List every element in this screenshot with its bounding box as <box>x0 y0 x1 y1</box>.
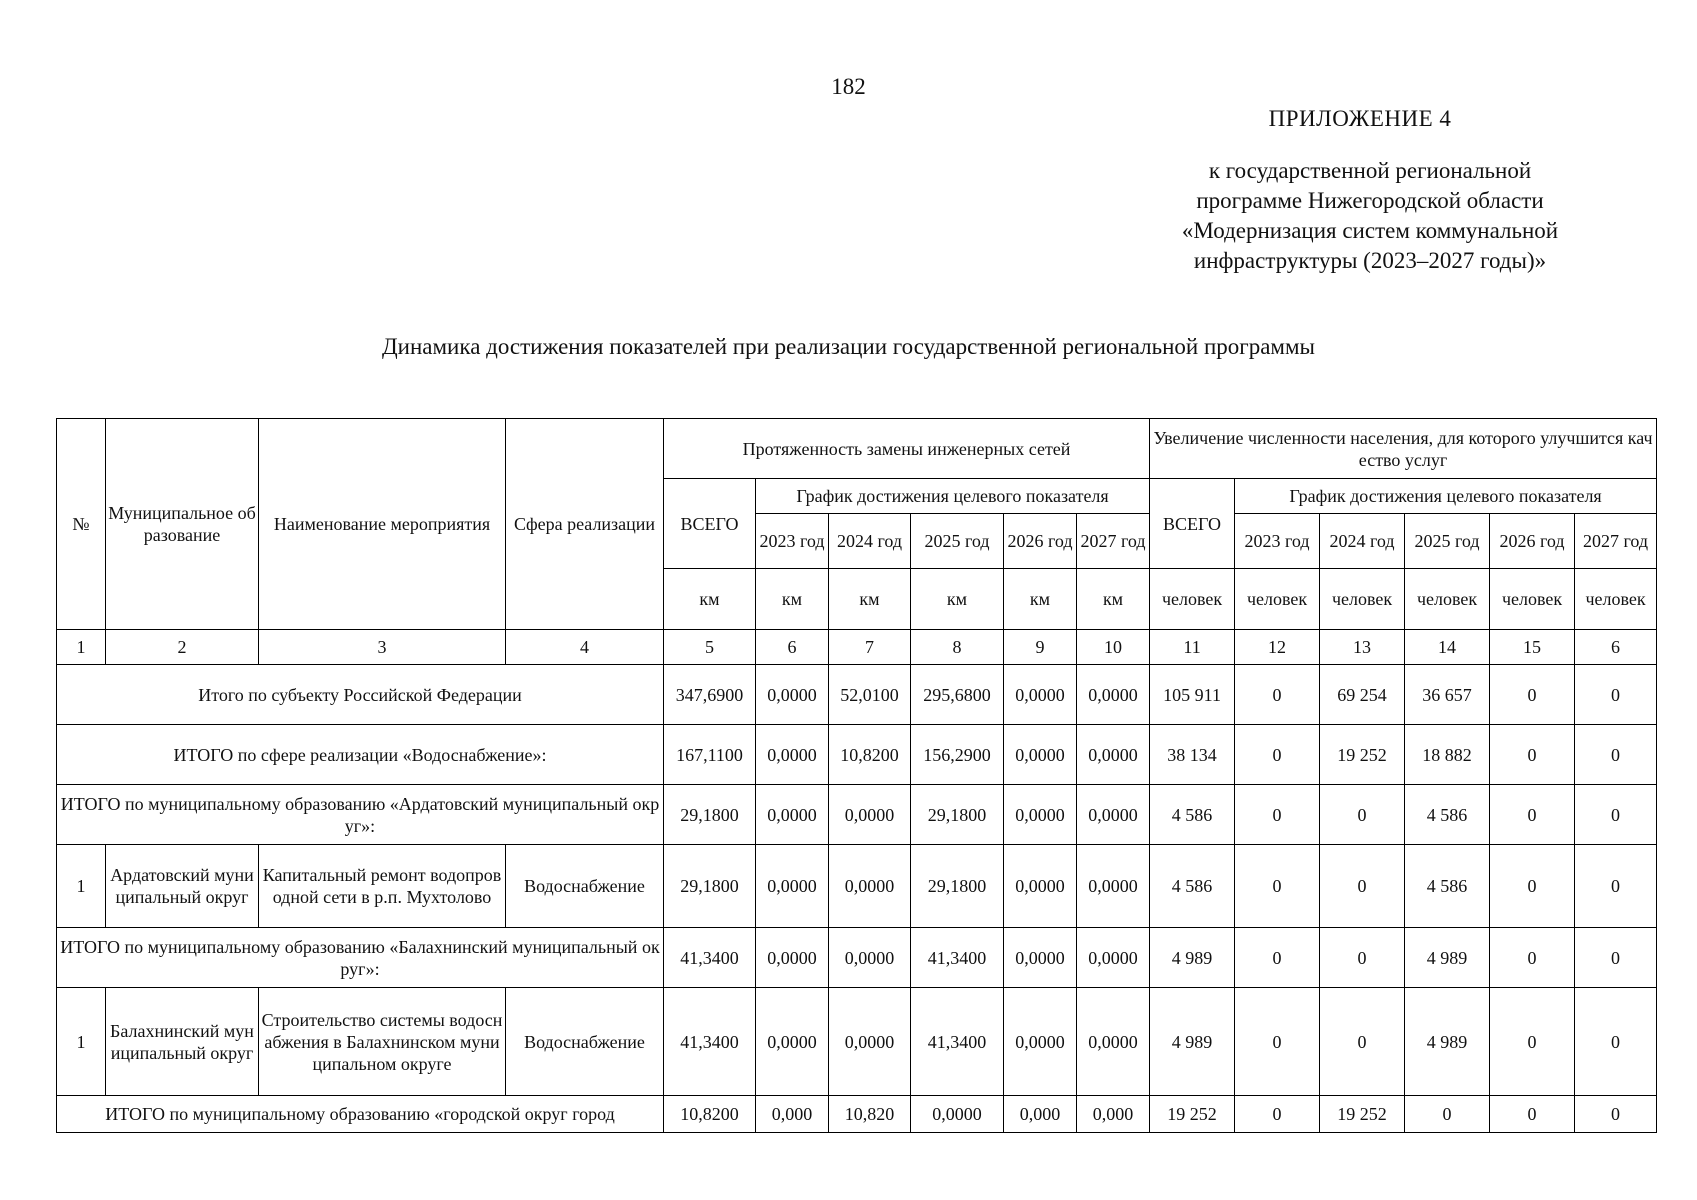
column-number: 12 <box>1235 630 1320 665</box>
row-value: 0 <box>1575 928 1657 988</box>
row-value: 0 <box>1405 1096 1490 1133</box>
row-value: 0,000 <box>1077 1096 1150 1133</box>
row-activity: Капитальный ремонт водопроводной сети в р.п. Мухтолово <box>259 845 506 928</box>
document-title: Динамика достижения показателей при реализации государственной региональной программы <box>381 334 1315 359</box>
header-num: № <box>57 419 106 630</box>
header-year-people: 2023 год <box>1235 514 1320 569</box>
header-year-km: 2024 год <box>829 514 911 569</box>
row-value: 0 <box>1490 785 1575 845</box>
row-value: 0 <box>1575 665 1657 725</box>
header-year-km: 2027 год <box>1077 514 1150 569</box>
row-value: 0,0000 <box>829 988 911 1096</box>
row-value: 4 586 <box>1405 845 1490 928</box>
row-value: 0,0000 <box>1077 725 1150 785</box>
row-value: 0 <box>1490 665 1575 725</box>
total-row <box>57 785 1657 845</box>
row-value: 0 <box>1490 928 1575 988</box>
row-value: 0,0000 <box>756 845 829 928</box>
table-row <box>57 988 1657 1096</box>
row-value: 0,0000 <box>1077 785 1150 845</box>
total-row <box>57 725 1657 785</box>
row-value: 4 586 <box>1150 785 1235 845</box>
row-value: 0 <box>1235 785 1320 845</box>
row-value: 0,0000 <box>829 785 911 845</box>
row-value: 19 252 <box>1320 1096 1405 1133</box>
row-value: 4 989 <box>1405 928 1490 988</box>
column-number: 10 <box>1077 630 1150 665</box>
row-value: 29,1800 <box>911 845 1004 928</box>
row-value: 19 252 <box>1150 1096 1235 1133</box>
row-value: 41,3400 <box>664 928 756 988</box>
row-value: 0 <box>1320 988 1405 1096</box>
unit-people: человек <box>1235 569 1320 630</box>
header-total-km: ВСЕГО <box>664 479 756 569</box>
row-value: 0 <box>1490 988 1575 1096</box>
row-value: 0,0000 <box>756 665 829 725</box>
row-value: 0 <box>1575 725 1657 785</box>
row-value: 0,0000 <box>756 928 829 988</box>
row-municipality: Ардатовский муниципальный округ <box>106 845 259 928</box>
row-value: 0,000 <box>1004 1096 1077 1133</box>
row-value: 52,0100 <box>829 665 911 725</box>
row-value: 0,0000 <box>829 928 911 988</box>
header-schedule-km: График достижения целевого показателя <box>756 479 1150 514</box>
row-value: 69 254 <box>1320 665 1405 725</box>
row-value: 0 <box>1320 928 1405 988</box>
row-value: 38 134 <box>1150 725 1235 785</box>
header-year-people: 2026 год <box>1490 514 1575 569</box>
row-value: 0 <box>1235 845 1320 928</box>
row-value: 0 <box>1320 785 1405 845</box>
row-value: 0 <box>1235 988 1320 1096</box>
column-numbers-row <box>57 630 1657 665</box>
row-value: 41,3400 <box>911 988 1004 1096</box>
row-sphere: Водоснабжение <box>506 845 664 928</box>
header-sphere: Сфера реализации <box>506 419 664 630</box>
row-value: 0,0000 <box>1004 725 1077 785</box>
appendix-title: ПРИЛОЖЕНИЕ 4 <box>1268 106 1452 131</box>
header-year-people: 2025 год <box>1405 514 1490 569</box>
column-number: 2 <box>106 630 259 665</box>
row-value: 29,1800 <box>664 845 756 928</box>
row-activity: Строительство системы водоснабжения в Балахнинском муниципальном округе <box>259 988 506 1096</box>
header-year-people: 2024 год <box>1320 514 1405 569</box>
unit-km: км <box>1077 569 1150 630</box>
row-value: 105 911 <box>1150 665 1235 725</box>
row-value: 0,0000 <box>1004 928 1077 988</box>
total-label: ИТОГО по муниципальному образованию «городской округ город <box>57 1096 664 1133</box>
row-value: 0 <box>1575 1096 1657 1133</box>
indicators-table <box>56 418 1657 1133</box>
row-value: 4 989 <box>1405 988 1490 1096</box>
row-value: 0 <box>1235 928 1320 988</box>
column-number: 11 <box>1150 630 1235 665</box>
page-number: 182 <box>831 74 866 99</box>
row-value: 0,0000 <box>756 725 829 785</box>
row-value: 0 <box>1490 1096 1575 1133</box>
header-schedule-people: График достижения целевого показателя <box>1235 479 1657 514</box>
row-value: 0,0000 <box>1077 928 1150 988</box>
row-value: 0,0000 <box>1004 845 1077 928</box>
row-value: 41,3400 <box>911 928 1004 988</box>
header-activity: Наименование мероприятия <box>259 419 506 630</box>
column-number: 6 <box>756 630 829 665</box>
total-label: Итого по субъекту Российской Федерации <box>57 665 664 725</box>
row-value: 10,820 <box>829 1096 911 1133</box>
total-label: ИТОГО по сфере реализации «Водоснабжение»: <box>57 725 664 785</box>
row-value: 36 657 <box>1405 665 1490 725</box>
total-row <box>57 928 1657 988</box>
unit-km: км <box>756 569 829 630</box>
row-value: 4 586 <box>1150 845 1235 928</box>
row-value: 10,8200 <box>829 725 911 785</box>
row-num: 1 <box>57 988 106 1096</box>
unit-people: человек <box>1150 569 1235 630</box>
total-label: ИТОГО по муниципальному образованию «Балахнинский муниципальный округ»: <box>57 928 664 988</box>
row-value: 19 252 <box>1320 725 1405 785</box>
row-value: 0 <box>1575 845 1657 928</box>
row-value: 0,0000 <box>756 988 829 1096</box>
total-label: ИТОГО по муниципальному образованию «Ардатовский муниципальный округ»: <box>57 785 664 845</box>
unit-km: км <box>829 569 911 630</box>
header-year-km: 2026 год <box>1004 514 1077 569</box>
row-value: 0 <box>1490 845 1575 928</box>
row-value: 0 <box>1235 725 1320 785</box>
column-number: 13 <box>1320 630 1405 665</box>
column-number: 3 <box>259 630 506 665</box>
column-number: 14 <box>1405 630 1490 665</box>
row-value: 41,3400 <box>664 988 756 1096</box>
row-value: 295,6800 <box>911 665 1004 725</box>
total-row <box>57 665 1657 725</box>
unit-people: человек <box>1405 569 1490 630</box>
column-number: 8 <box>911 630 1004 665</box>
column-number: 4 <box>506 630 664 665</box>
row-value: 0 <box>1320 845 1405 928</box>
row-value: 18 882 <box>1405 725 1490 785</box>
row-value: 0,0000 <box>1004 665 1077 725</box>
header-total-people: ВСЕГО <box>1150 479 1235 569</box>
row-value: 0,0000 <box>756 785 829 845</box>
row-value: 29,1800 <box>911 785 1004 845</box>
row-value: 0,0000 <box>1004 785 1077 845</box>
row-value: 0,0000 <box>829 845 911 928</box>
row-municipality: Балахнинский муниципальный округ <box>106 988 259 1096</box>
unit-people: человек <box>1320 569 1405 630</box>
row-num: 1 <box>57 845 106 928</box>
unit-km: км <box>664 569 756 630</box>
row-value: 0 <box>1575 785 1657 845</box>
header-population-increase: Увеличение численности населения, для которого улучшится качество услуг <box>1150 419 1657 479</box>
row-value: 0 <box>1235 1096 1320 1133</box>
appendix-line: к государственной региональной <box>1208 158 1532 183</box>
row-value: 0 <box>1575 988 1657 1096</box>
row-value: 156,2900 <box>911 725 1004 785</box>
row-value: 167,1100 <box>664 725 756 785</box>
unit-km: км <box>1004 569 1077 630</box>
row-value: 0,0000 <box>1077 845 1150 928</box>
unit-people: человек <box>1575 569 1657 630</box>
row-value: 4 989 <box>1150 928 1235 988</box>
appendix-line: программе Нижегородской области <box>1196 188 1544 213</box>
unit-people: человек <box>1490 569 1575 630</box>
row-value: 29,1800 <box>664 785 756 845</box>
total-row <box>57 1096 1657 1133</box>
table-row <box>57 845 1657 928</box>
unit-km: км <box>911 569 1004 630</box>
row-value: 0 <box>1490 725 1575 785</box>
row-value: 0,0000 <box>1077 988 1150 1096</box>
row-value: 0,000 <box>756 1096 829 1133</box>
header-network-length: Протяженность замены инженерных сетей <box>664 419 1150 479</box>
appendix-subtitle <box>1110 156 1630 276</box>
row-value: 10,8200 <box>664 1096 756 1133</box>
header-year-km: 2023 год <box>756 514 829 569</box>
row-sphere: Водоснабжение <box>506 988 664 1096</box>
column-number: 6 <box>1575 630 1657 665</box>
header-year-people: 2027 год <box>1575 514 1657 569</box>
row-value: 0,0000 <box>1077 665 1150 725</box>
row-value: 0 <box>1235 665 1320 725</box>
appendix-line: инфраструктуры (2023–2027 годы)» <box>1193 248 1547 273</box>
row-value: 4 586 <box>1405 785 1490 845</box>
row-value: 0,0000 <box>1004 988 1077 1096</box>
row-value: 4 989 <box>1150 988 1235 1096</box>
row-value: 0,0000 <box>911 1096 1004 1133</box>
column-number: 9 <box>1004 630 1077 665</box>
header-year-km: 2025 год <box>911 514 1004 569</box>
column-number: 15 <box>1490 630 1575 665</box>
header-municipality: Муниципальное образование <box>106 419 259 630</box>
column-number: 7 <box>829 630 911 665</box>
appendix-line: «Модернизация систем коммунальной <box>1181 218 1559 243</box>
column-number: 1 <box>57 630 106 665</box>
row-value: 347,6900 <box>664 665 756 725</box>
column-number: 5 <box>664 630 756 665</box>
